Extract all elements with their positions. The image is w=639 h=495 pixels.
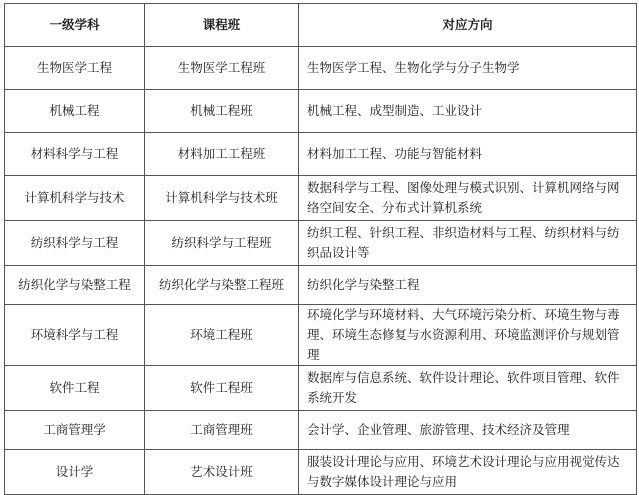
table-row xyxy=(5,176,637,221)
discipline-cell: 软件工程 xyxy=(5,366,145,411)
direction-cell: 纺织化学与染整工程 xyxy=(299,266,637,305)
discipline-cell: 纺织科学与工程 xyxy=(5,221,145,266)
table-row xyxy=(5,305,637,366)
discipline-cell: 计算机科学与技术 xyxy=(5,176,145,221)
discipline-cell: 生物医学工程 xyxy=(5,47,145,90)
discipline-cell: 设计学 xyxy=(5,450,145,495)
discipline-cell: 材料科学与工程 xyxy=(5,133,145,176)
class-cell: 材料加工工程班 xyxy=(145,133,299,176)
class-cell: 环境工程班 xyxy=(145,305,299,366)
direction-cell: 数据库与信息系统、软件设计理论、软件项目管理、软件系统开发 xyxy=(299,366,637,411)
direction-cell: 数据科学与工程、图像处理与模式识别、计算机网络与网络空间安全、分布式计算机系统 xyxy=(299,176,637,221)
class-cell: 软件工程班 xyxy=(145,366,299,411)
discipline-cell: 机械工程 xyxy=(5,90,145,133)
class-cell: 纺织化学与染整工程班 xyxy=(145,266,299,305)
direction-cell: 环境化学与环境材料、大气环境污染分析、环境生物与毒理、环境生态修复与水资源利用、环境监测评价与规划管理 xyxy=(299,305,637,366)
header-direction: 对应方向 xyxy=(299,4,637,47)
table-row xyxy=(5,221,637,266)
direction-cell: 生物医学工程、生物化学与分子生物学 xyxy=(299,47,637,90)
header-discipline: 一级学科 xyxy=(5,4,145,47)
table-row xyxy=(5,450,637,495)
table-row xyxy=(5,133,637,176)
class-cell: 生物医学工程班 xyxy=(145,47,299,90)
direction-cell: 服装设计理论与应用、环境艺术设计理论与应用视觉传达与数字媒体设计理论与应用 xyxy=(299,450,637,495)
table-row xyxy=(5,366,637,411)
class-cell: 纺织科学与工程班 xyxy=(145,221,299,266)
direction-cell: 会计学、企业管理、旅游管理、技术经济及管理 xyxy=(299,411,637,450)
class-cell: 工商管理班 xyxy=(145,411,299,450)
header-class: 课程班 xyxy=(145,4,299,47)
discipline-cell: 环境科学与工程 xyxy=(5,305,145,366)
direction-cell: 机械工程、成型制造、工业设计 xyxy=(299,90,637,133)
discipline-cell: 纺织化学与染整工程 xyxy=(5,266,145,305)
direction-cell: 材料加工工程、功能与智能材料 xyxy=(299,133,637,176)
direction-cell: 纺织工程、针织工程、非织造材料与工程、纺织材料与纺织品设计等 xyxy=(299,221,637,266)
class-cell: 机械工程班 xyxy=(145,90,299,133)
discipline-table xyxy=(4,3,637,495)
table-header-row xyxy=(5,4,637,47)
table-row xyxy=(5,90,637,133)
table-row xyxy=(5,266,637,305)
discipline-cell: 工商管理学 xyxy=(5,411,145,450)
class-cell: 艺术设计班 xyxy=(145,450,299,495)
table-row xyxy=(5,47,637,90)
table-row xyxy=(5,411,637,450)
class-cell: 计算机科学与技术班 xyxy=(145,176,299,221)
